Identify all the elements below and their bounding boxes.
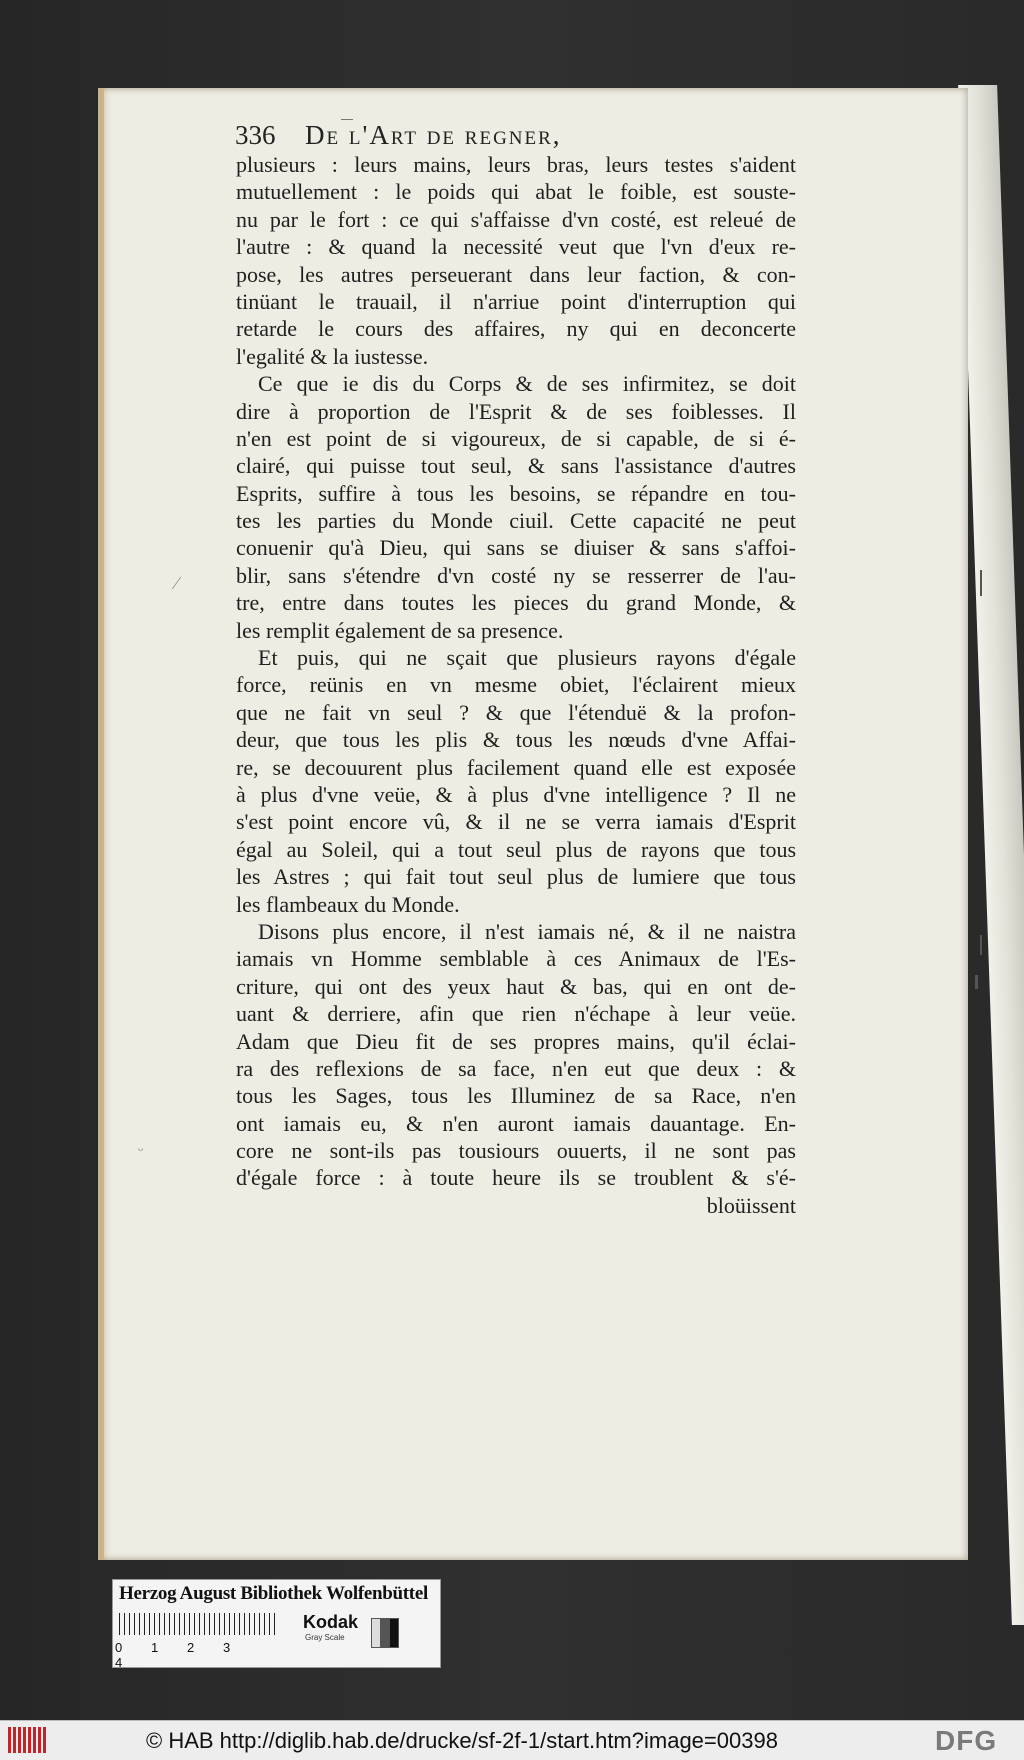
ruler-scale (119, 1613, 279, 1635)
copyright-link[interactable]: © HAB http://diglib.hab.de/drucke/sf-2f-1/start.htm?image=00398 (146, 1728, 778, 1753)
text-line: ra des reflexions de sa face, n'en eut que deux : & (236, 1055, 796, 1081)
scale-numbers: 0 1 2 34 (115, 1640, 231, 1670)
text-line: core ne sont-ils pas tousiours ouuerts, il ne sont pas (236, 1138, 796, 1164)
text-line: tes les parties du Monde ciuil. Cette capacité ne peut (236, 508, 796, 534)
text-line: retarde le cours des affaires, ny qui en deconcerte (236, 316, 796, 342)
text-line: re, se decouurent plus facilement quand elle est exposée (236, 754, 796, 780)
text-line: criture, qui ont des yeux haut & bas, qui en ont de- (236, 973, 796, 999)
text-line: l'autre : & quand la necessité veut que l'vn d'eux re- (236, 234, 796, 260)
pencil-mark: ᵕ (138, 1140, 144, 1160)
text-line: blir, sans s'étendre d'vn costé ny se resserrer de l'au- (236, 562, 796, 588)
text-line: les flambeaux du Monde. (236, 891, 460, 917)
text-line: d'égale force : à toute heure ils se troublent & s'é- (236, 1165, 796, 1191)
page-text (236, 151, 796, 1219)
viewer-footer (0, 1720, 1024, 1760)
text-line: Adam que Dieu fit de ses propres mains, qu'il éclai- (236, 1028, 796, 1054)
gray-scale-swatch (371, 1618, 399, 1648)
text-line: tinüant le trauail, il n'arriue point d'interruption qui (236, 288, 796, 314)
running-head (235, 120, 635, 154)
text-line: iamais vn Homme semblable à ces Animaux de l'Es- (236, 946, 796, 972)
text-line: l'egalité & la iustesse. (236, 343, 429, 369)
running-title: De l'Art de regner, (305, 120, 562, 150)
text-line: deur, que tous les plis & tous les nœuds d'vne Affai- (236, 727, 796, 753)
text-line: mutuellement : le poids qui abat le foible, est souste- (236, 179, 796, 205)
catchword: bloüissent (706, 1192, 796, 1218)
margin-mark (980, 935, 982, 955)
margin-mark (975, 975, 978, 989)
margin-mark (980, 570, 982, 596)
text-line: ont iamais eu, & n'en auront iamais dauantage. En- (236, 1110, 796, 1136)
text-line: nu par le fort : ce qui s'affaisse d'vn costé, est releué de (236, 206, 796, 232)
text-line: plusieurs : leurs mains, leurs bras, leurs testes s'aident (236, 152, 796, 177)
text-line: force, reünis en vn mesme obiet, l'éclairent mieux (236, 672, 796, 698)
library-label (112, 1579, 441, 1668)
text-line: Ce que ie dis du Corps & de ses infirmitez, se doit (258, 371, 796, 397)
text-line: que ne fait vn seul ? & que l'étenduë & la profon- (236, 699, 796, 725)
gray-scale-text: Gray Scale (305, 1633, 345, 1642)
text-line: tre, entre dans toutes les pieces du grand Monde, & (236, 590, 796, 616)
text-line: uant & derriere, afin que rien n'échape à leur veüe. (236, 1001, 796, 1027)
library-name: Herzog August Bibliothek Wolfenbüttel (119, 1583, 428, 1604)
text-line: conuenir qu'à Dieu, qui sans se diuiser & sans s'affoi- (236, 535, 796, 561)
text-line: égal au Soleil, qui a tout seul plus de rayons que tous (236, 836, 796, 862)
dfg-logo: DFG (935, 1725, 998, 1756)
kodak-brand: Kodak (303, 1612, 359, 1632)
text-line: dire à proportion de l'Esprit & de ses foiblesses. Il (236, 398, 796, 424)
text-line: les remplit également de sa presence. (236, 617, 564, 643)
hab-logo-icon (8, 1727, 48, 1753)
text-line: s'est point encore vû, & il ne se verra iamais d'Esprit (236, 809, 796, 835)
page-number: 336 (235, 120, 276, 150)
text-line: pose, les autres perseuerant dans leur faction, & con- (236, 261, 796, 287)
text-line: Disons plus encore, il n'est iamais né, & il ne naistra (258, 918, 796, 944)
text-line: n'en est point de si vigoureux, de si capable, de si é- (236, 425, 796, 451)
text-line: clairé, qui puisse tout seul, & sans l'assistance d'autres (236, 453, 796, 479)
pencil-mark: ⁄ (175, 573, 179, 593)
text-line: tous les Sages, tous les Illuminez de sa Race, n'en (236, 1083, 796, 1109)
text-line: les Astres ; qui fait tout seul plus de lumiere que tous (236, 864, 796, 890)
text-line: Et puis, qui ne sçait que plusieurs rayons d'égale (258, 645, 796, 671)
text-line: Esprits, suffire à tous les besoins, se répandre en tou- (236, 480, 796, 506)
text-line: à plus d'vne veüe, & à plus d'vne intelligence ? Il ne (236, 781, 796, 807)
